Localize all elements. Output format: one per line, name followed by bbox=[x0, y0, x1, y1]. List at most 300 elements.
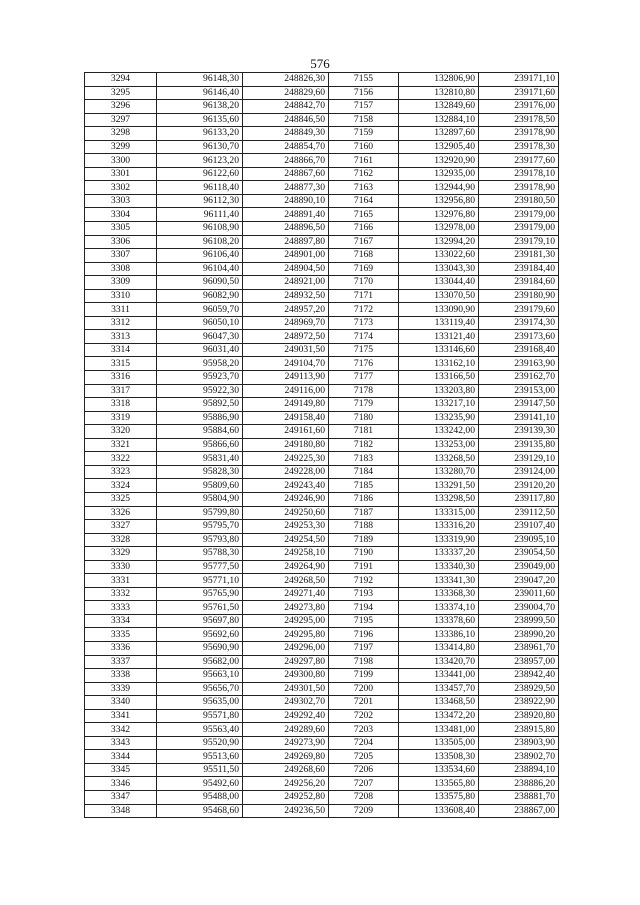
point-number-right-cell: 7160 bbox=[329, 140, 399, 154]
point-number-right-cell: 7199 bbox=[329, 669, 399, 683]
point-number-right-cell: 7202 bbox=[329, 709, 399, 723]
x-coordinate-right-cell: 132920,90 bbox=[399, 154, 479, 168]
x-coordinate-left-cell: 95884,60 bbox=[157, 425, 243, 439]
point-number-right-cell: 7186 bbox=[329, 492, 399, 506]
table-row bbox=[85, 709, 559, 723]
table-row bbox=[85, 736, 559, 750]
point-number-left-cell: 3300 bbox=[85, 154, 157, 168]
x-coordinate-left-cell: 95682,00 bbox=[157, 655, 243, 669]
y-coordinate-right-cell: 238902,70 bbox=[479, 750, 559, 764]
table-row bbox=[85, 696, 559, 710]
point-number-right-cell: 7207 bbox=[329, 777, 399, 791]
x-coordinate-right-cell: 133468,50 bbox=[399, 696, 479, 710]
x-coordinate-right-cell: 133565,80 bbox=[399, 777, 479, 791]
point-number-left-cell: 3336 bbox=[85, 641, 157, 655]
point-number-left-cell: 3301 bbox=[85, 167, 157, 181]
point-number-left-cell: 3341 bbox=[85, 709, 157, 723]
x-coordinate-right-cell: 133368,30 bbox=[399, 587, 479, 601]
x-coordinate-right-cell: 133575,80 bbox=[399, 790, 479, 804]
table-row bbox=[85, 154, 559, 168]
point-number-right-cell: 7169 bbox=[329, 262, 399, 276]
x-coordinate-left-cell: 96106,40 bbox=[157, 249, 243, 263]
y-coordinate-right-cell: 239178,90 bbox=[479, 181, 559, 195]
x-coordinate-left-cell: 96118,40 bbox=[157, 181, 243, 195]
point-number-left-cell: 3318 bbox=[85, 398, 157, 412]
x-coordinate-left-cell: 96123,20 bbox=[157, 154, 243, 168]
table-row bbox=[85, 452, 559, 466]
y-coordinate-right-cell: 239004,70 bbox=[479, 601, 559, 615]
x-coordinate-left-cell: 96122,60 bbox=[157, 167, 243, 181]
table-row bbox=[85, 587, 559, 601]
x-coordinate-right-cell: 132897,60 bbox=[399, 127, 479, 141]
x-coordinate-right-cell: 133608,40 bbox=[399, 804, 479, 818]
table-body bbox=[85, 73, 559, 818]
point-number-right-cell: 7191 bbox=[329, 560, 399, 574]
x-coordinate-left-cell: 96130,70 bbox=[157, 140, 243, 154]
x-coordinate-left-cell: 96090,50 bbox=[157, 276, 243, 290]
point-number-left-cell: 3319 bbox=[85, 411, 157, 425]
point-number-right-cell: 7158 bbox=[329, 113, 399, 127]
y-coordinate-right-cell: 239178,50 bbox=[479, 113, 559, 127]
x-coordinate-right-cell: 133291,50 bbox=[399, 479, 479, 493]
x-coordinate-right-cell: 133441,00 bbox=[399, 669, 479, 683]
x-coordinate-right-cell: 133217,10 bbox=[399, 398, 479, 412]
point-number-left-cell: 3315 bbox=[85, 357, 157, 371]
y-coordinate-right-cell: 238961,70 bbox=[479, 641, 559, 655]
x-coordinate-right-cell: 132944,90 bbox=[399, 181, 479, 195]
x-coordinate-right-cell: 133386,10 bbox=[399, 628, 479, 642]
y-coordinate-left-cell: 249250,60 bbox=[243, 506, 329, 520]
table-row bbox=[85, 289, 559, 303]
x-coordinate-left-cell: 96138,20 bbox=[157, 100, 243, 114]
y-coordinate-left-cell: 249113,90 bbox=[243, 371, 329, 385]
point-number-left-cell: 3342 bbox=[85, 723, 157, 737]
x-coordinate-right-cell: 133340,30 bbox=[399, 560, 479, 574]
point-number-left-cell: 3343 bbox=[85, 736, 157, 750]
x-coordinate-left-cell: 95761,50 bbox=[157, 601, 243, 615]
point-number-right-cell: 7172 bbox=[329, 303, 399, 317]
x-coordinate-right-cell: 133534,60 bbox=[399, 763, 479, 777]
y-coordinate-left-cell: 248842,70 bbox=[243, 100, 329, 114]
point-number-left-cell: 3308 bbox=[85, 262, 157, 276]
point-number-right-cell: 7198 bbox=[329, 655, 399, 669]
x-coordinate-left-cell: 95777,50 bbox=[157, 560, 243, 574]
point-number-left-cell: 3321 bbox=[85, 438, 157, 452]
x-coordinate-right-cell: 133070,50 bbox=[399, 289, 479, 303]
point-number-left-cell: 3311 bbox=[85, 303, 157, 317]
x-coordinate-left-cell: 95663,10 bbox=[157, 669, 243, 683]
table-row bbox=[85, 371, 559, 385]
point-number-left-cell: 3316 bbox=[85, 371, 157, 385]
point-number-left-cell: 3304 bbox=[85, 208, 157, 222]
x-coordinate-right-cell: 133235,90 bbox=[399, 411, 479, 425]
x-coordinate-right-cell: 133203,80 bbox=[399, 384, 479, 398]
point-number-left-cell: 3306 bbox=[85, 235, 157, 249]
table-row bbox=[85, 790, 559, 804]
x-coordinate-left-cell: 95697,80 bbox=[157, 614, 243, 628]
y-coordinate-right-cell: 239171,10 bbox=[479, 73, 559, 87]
y-coordinate-right-cell: 239177,60 bbox=[479, 154, 559, 168]
x-coordinate-right-cell: 133319,90 bbox=[399, 533, 479, 547]
x-coordinate-left-cell: 95866,60 bbox=[157, 438, 243, 452]
x-coordinate-left-cell: 96059,70 bbox=[157, 303, 243, 317]
y-coordinate-left-cell: 249258,10 bbox=[243, 547, 329, 561]
y-coordinate-left-cell: 249252,80 bbox=[243, 790, 329, 804]
y-coordinate-left-cell: 249300,80 bbox=[243, 669, 329, 683]
y-coordinate-left-cell: 249292,40 bbox=[243, 709, 329, 723]
x-coordinate-left-cell: 95788,30 bbox=[157, 547, 243, 561]
table-row bbox=[85, 222, 559, 236]
table-row bbox=[85, 343, 559, 357]
y-coordinate-right-cell: 239095,10 bbox=[479, 533, 559, 547]
point-number-right-cell: 7181 bbox=[329, 425, 399, 439]
y-coordinate-right-cell: 239179,10 bbox=[479, 235, 559, 249]
point-number-right-cell: 7197 bbox=[329, 641, 399, 655]
point-number-left-cell: 3346 bbox=[85, 777, 157, 791]
point-number-right-cell: 7193 bbox=[329, 587, 399, 601]
y-coordinate-left-cell: 249301,50 bbox=[243, 682, 329, 696]
table-row bbox=[85, 492, 559, 506]
x-coordinate-left-cell: 95886,90 bbox=[157, 411, 243, 425]
point-number-right-cell: 7183 bbox=[329, 452, 399, 466]
point-number-right-cell: 7167 bbox=[329, 235, 399, 249]
table-row bbox=[85, 303, 559, 317]
y-coordinate-left-cell: 249264,90 bbox=[243, 560, 329, 574]
y-coordinate-right-cell: 239178,10 bbox=[479, 167, 559, 181]
y-coordinate-right-cell: 238867,00 bbox=[479, 804, 559, 818]
x-coordinate-right-cell: 133146,60 bbox=[399, 343, 479, 357]
point-number-left-cell: 3302 bbox=[85, 181, 157, 195]
table-row bbox=[85, 411, 559, 425]
point-number-right-cell: 7155 bbox=[329, 73, 399, 87]
y-coordinate-left-cell: 248890,10 bbox=[243, 194, 329, 208]
x-coordinate-left-cell: 96031,40 bbox=[157, 343, 243, 357]
y-coordinate-left-cell: 248826,30 bbox=[243, 73, 329, 87]
x-coordinate-left-cell: 96047,30 bbox=[157, 330, 243, 344]
y-coordinate-right-cell: 239117,80 bbox=[479, 492, 559, 506]
y-coordinate-right-cell: 238929,50 bbox=[479, 682, 559, 696]
y-coordinate-left-cell: 248904,50 bbox=[243, 262, 329, 276]
point-number-right-cell: 7177 bbox=[329, 371, 399, 385]
point-number-left-cell: 3328 bbox=[85, 533, 157, 547]
point-number-right-cell: 7174 bbox=[329, 330, 399, 344]
table-row bbox=[85, 479, 559, 493]
point-number-right-cell: 7170 bbox=[329, 276, 399, 290]
x-coordinate-left-cell: 95571,80 bbox=[157, 709, 243, 723]
x-coordinate-left-cell: 96135,60 bbox=[157, 113, 243, 127]
table-row bbox=[85, 465, 559, 479]
y-coordinate-left-cell: 249225,30 bbox=[243, 452, 329, 466]
table-row bbox=[85, 425, 559, 439]
x-coordinate-right-cell: 133508,30 bbox=[399, 750, 479, 764]
x-coordinate-left-cell: 96112,30 bbox=[157, 194, 243, 208]
y-coordinate-right-cell: 239162,70 bbox=[479, 371, 559, 385]
table-row bbox=[85, 520, 559, 534]
x-coordinate-left-cell: 95690,90 bbox=[157, 641, 243, 655]
y-coordinate-right-cell: 239178,90 bbox=[479, 127, 559, 141]
y-coordinate-right-cell: 239135,80 bbox=[479, 438, 559, 452]
y-coordinate-left-cell: 249296,00 bbox=[243, 641, 329, 655]
x-coordinate-right-cell: 133166,50 bbox=[399, 371, 479, 385]
point-number-left-cell: 3330 bbox=[85, 560, 157, 574]
table-row bbox=[85, 750, 559, 764]
y-coordinate-right-cell: 239179,00 bbox=[479, 222, 559, 236]
x-coordinate-left-cell: 95809,60 bbox=[157, 479, 243, 493]
y-coordinate-right-cell: 239174,30 bbox=[479, 316, 559, 330]
y-coordinate-left-cell: 248866,70 bbox=[243, 154, 329, 168]
point-number-left-cell: 3326 bbox=[85, 506, 157, 520]
y-coordinate-left-cell: 249158,40 bbox=[243, 411, 329, 425]
table-row bbox=[85, 127, 559, 141]
y-coordinate-left-cell: 249289,60 bbox=[243, 723, 329, 737]
y-coordinate-right-cell: 239181,30 bbox=[479, 249, 559, 263]
y-coordinate-left-cell: 249116,00 bbox=[243, 384, 329, 398]
table-row bbox=[85, 113, 559, 127]
x-coordinate-right-cell: 133044,40 bbox=[399, 276, 479, 290]
table-row bbox=[85, 574, 559, 588]
point-number-right-cell: 7157 bbox=[329, 100, 399, 114]
y-coordinate-right-cell: 239173,60 bbox=[479, 330, 559, 344]
x-coordinate-right-cell: 133121,40 bbox=[399, 330, 479, 344]
x-coordinate-right-cell: 133162,10 bbox=[399, 357, 479, 371]
point-number-left-cell: 3305 bbox=[85, 222, 157, 236]
point-number-right-cell: 7161 bbox=[329, 154, 399, 168]
point-number-right-cell: 7188 bbox=[329, 520, 399, 534]
point-number-right-cell: 7163 bbox=[329, 181, 399, 195]
y-coordinate-right-cell: 239120,20 bbox=[479, 479, 559, 493]
table-row bbox=[85, 628, 559, 642]
point-number-left-cell: 3296 bbox=[85, 100, 157, 114]
y-coordinate-left-cell: 249236,50 bbox=[243, 804, 329, 818]
y-coordinate-right-cell: 238920,80 bbox=[479, 709, 559, 723]
table-row bbox=[85, 398, 559, 412]
point-number-left-cell: 3337 bbox=[85, 655, 157, 669]
point-number-left-cell: 3299 bbox=[85, 140, 157, 154]
x-coordinate-left-cell: 95795,70 bbox=[157, 520, 243, 534]
x-coordinate-right-cell: 133253,00 bbox=[399, 438, 479, 452]
point-number-right-cell: 7196 bbox=[329, 628, 399, 642]
y-coordinate-left-cell: 248867,60 bbox=[243, 167, 329, 181]
point-number-right-cell: 7179 bbox=[329, 398, 399, 412]
point-number-left-cell: 3329 bbox=[85, 547, 157, 561]
y-coordinate-right-cell: 238999,50 bbox=[479, 614, 559, 628]
y-coordinate-left-cell: 249246,90 bbox=[243, 492, 329, 506]
table-row bbox=[85, 655, 559, 669]
x-coordinate-left-cell: 95793,80 bbox=[157, 533, 243, 547]
x-coordinate-left-cell: 95520,90 bbox=[157, 736, 243, 750]
point-number-right-cell: 7182 bbox=[329, 438, 399, 452]
point-number-right-cell: 7156 bbox=[329, 86, 399, 100]
y-coordinate-left-cell: 248957,20 bbox=[243, 303, 329, 317]
point-number-left-cell: 3294 bbox=[85, 73, 157, 87]
table-row bbox=[85, 723, 559, 737]
point-number-left-cell: 3331 bbox=[85, 574, 157, 588]
table-row bbox=[85, 140, 559, 154]
y-coordinate-left-cell: 248854,70 bbox=[243, 140, 329, 154]
y-coordinate-right-cell: 239047,20 bbox=[479, 574, 559, 588]
x-coordinate-left-cell: 95923,70 bbox=[157, 371, 243, 385]
point-number-right-cell: 7206 bbox=[329, 763, 399, 777]
coordinates-table bbox=[84, 72, 559, 818]
x-coordinate-left-cell: 96082,90 bbox=[157, 289, 243, 303]
y-coordinate-right-cell: 239179,60 bbox=[479, 303, 559, 317]
y-coordinate-right-cell: 238990,20 bbox=[479, 628, 559, 642]
x-coordinate-right-cell: 133242,00 bbox=[399, 425, 479, 439]
y-coordinate-right-cell: 239176,00 bbox=[479, 100, 559, 114]
x-coordinate-left-cell: 95958,20 bbox=[157, 357, 243, 371]
x-coordinate-left-cell: 95771,10 bbox=[157, 574, 243, 588]
point-number-left-cell: 3327 bbox=[85, 520, 157, 534]
y-coordinate-left-cell: 249268,60 bbox=[243, 763, 329, 777]
table-row bbox=[85, 763, 559, 777]
y-coordinate-right-cell: 239129,10 bbox=[479, 452, 559, 466]
table-row bbox=[85, 384, 559, 398]
x-coordinate-left-cell: 95488,00 bbox=[157, 790, 243, 804]
y-coordinate-right-cell: 238915,80 bbox=[479, 723, 559, 737]
y-coordinate-left-cell: 249295,00 bbox=[243, 614, 329, 628]
y-coordinate-left-cell: 249149,80 bbox=[243, 398, 329, 412]
point-number-right-cell: 7175 bbox=[329, 343, 399, 357]
y-coordinate-left-cell: 248932,50 bbox=[243, 289, 329, 303]
x-coordinate-left-cell: 95513,60 bbox=[157, 750, 243, 764]
y-coordinate-right-cell: 239112,50 bbox=[479, 506, 559, 520]
y-coordinate-right-cell: 239141,10 bbox=[479, 411, 559, 425]
y-coordinate-right-cell: 238903,90 bbox=[479, 736, 559, 750]
point-number-left-cell: 3297 bbox=[85, 113, 157, 127]
table-row bbox=[85, 438, 559, 452]
y-coordinate-left-cell: 249295,80 bbox=[243, 628, 329, 642]
x-coordinate-right-cell: 132884,10 bbox=[399, 113, 479, 127]
y-coordinate-left-cell: 248891,40 bbox=[243, 208, 329, 222]
table-row bbox=[85, 181, 559, 195]
point-number-left-cell: 3332 bbox=[85, 587, 157, 601]
y-coordinate-left-cell: 248897,80 bbox=[243, 235, 329, 249]
table-row bbox=[85, 682, 559, 696]
x-coordinate-right-cell: 133316,20 bbox=[399, 520, 479, 534]
x-coordinate-right-cell: 133505,00 bbox=[399, 736, 479, 750]
point-number-right-cell: 7180 bbox=[329, 411, 399, 425]
table-row bbox=[85, 547, 559, 561]
point-number-left-cell: 3338 bbox=[85, 669, 157, 683]
x-coordinate-right-cell: 132935,00 bbox=[399, 167, 479, 181]
y-coordinate-right-cell: 239171,60 bbox=[479, 86, 559, 100]
x-coordinate-right-cell: 133457,70 bbox=[399, 682, 479, 696]
y-coordinate-left-cell: 248901,00 bbox=[243, 249, 329, 263]
x-coordinate-left-cell: 96108,90 bbox=[157, 222, 243, 236]
x-coordinate-left-cell: 95563,40 bbox=[157, 723, 243, 737]
point-number-left-cell: 3335 bbox=[85, 628, 157, 642]
y-coordinate-right-cell: 239180,90 bbox=[479, 289, 559, 303]
table-row bbox=[85, 506, 559, 520]
point-number-left-cell: 3317 bbox=[85, 384, 157, 398]
y-coordinate-left-cell: 248849,30 bbox=[243, 127, 329, 141]
x-coordinate-left-cell: 95922,30 bbox=[157, 384, 243, 398]
y-coordinate-left-cell: 249269,80 bbox=[243, 750, 329, 764]
x-coordinate-right-cell: 133268,50 bbox=[399, 452, 479, 466]
table-row bbox=[85, 777, 559, 791]
y-coordinate-right-cell: 239124,00 bbox=[479, 465, 559, 479]
y-coordinate-left-cell: 248846,50 bbox=[243, 113, 329, 127]
y-coordinate-right-cell: 239163,90 bbox=[479, 357, 559, 371]
y-coordinate-right-cell: 239107,40 bbox=[479, 520, 559, 534]
point-number-left-cell: 3334 bbox=[85, 614, 157, 628]
point-number-left-cell: 3303 bbox=[85, 194, 157, 208]
y-coordinate-right-cell: 239178,30 bbox=[479, 140, 559, 154]
table-row bbox=[85, 669, 559, 683]
x-coordinate-right-cell: 133374,10 bbox=[399, 601, 479, 615]
point-number-right-cell: 7171 bbox=[329, 289, 399, 303]
x-coordinate-right-cell: 132978,00 bbox=[399, 222, 479, 236]
point-number-left-cell: 3320 bbox=[85, 425, 157, 439]
x-coordinate-left-cell: 95765,90 bbox=[157, 587, 243, 601]
point-number-left-cell: 3313 bbox=[85, 330, 157, 344]
y-coordinate-left-cell: 249271,40 bbox=[243, 587, 329, 601]
y-coordinate-left-cell: 249273,80 bbox=[243, 601, 329, 615]
y-coordinate-left-cell: 248921,00 bbox=[243, 276, 329, 290]
y-coordinate-left-cell: 248972,50 bbox=[243, 330, 329, 344]
y-coordinate-right-cell: 239153,00 bbox=[479, 384, 559, 398]
point-number-right-cell: 7187 bbox=[329, 506, 399, 520]
x-coordinate-left-cell: 95828,30 bbox=[157, 465, 243, 479]
x-coordinate-right-cell: 132956,80 bbox=[399, 194, 479, 208]
x-coordinate-right-cell: 133280,70 bbox=[399, 465, 479, 479]
y-coordinate-left-cell: 249253,30 bbox=[243, 520, 329, 534]
point-number-left-cell: 3325 bbox=[85, 492, 157, 506]
table-row bbox=[85, 276, 559, 290]
y-coordinate-left-cell: 248877,30 bbox=[243, 181, 329, 195]
point-number-right-cell: 7192 bbox=[329, 574, 399, 588]
x-coordinate-left-cell: 96050,10 bbox=[157, 316, 243, 330]
x-coordinate-left-cell: 96108,20 bbox=[157, 235, 243, 249]
point-number-left-cell: 3348 bbox=[85, 804, 157, 818]
x-coordinate-left-cell: 96146,40 bbox=[157, 86, 243, 100]
table-row bbox=[85, 533, 559, 547]
y-coordinate-left-cell: 249104,70 bbox=[243, 357, 329, 371]
point-number-right-cell: 7208 bbox=[329, 790, 399, 804]
table-row bbox=[85, 262, 559, 276]
point-number-left-cell: 3345 bbox=[85, 763, 157, 777]
point-number-right-cell: 7204 bbox=[329, 736, 399, 750]
y-coordinate-left-cell: 248829,60 bbox=[243, 86, 329, 100]
point-number-right-cell: 7184 bbox=[329, 465, 399, 479]
x-coordinate-left-cell: 95831,40 bbox=[157, 452, 243, 466]
point-number-left-cell: 3314 bbox=[85, 343, 157, 357]
point-number-left-cell: 3307 bbox=[85, 249, 157, 263]
y-coordinate-left-cell: 249256,20 bbox=[243, 777, 329, 791]
y-coordinate-right-cell: 239049,00 bbox=[479, 560, 559, 574]
point-number-left-cell: 3310 bbox=[85, 289, 157, 303]
y-coordinate-right-cell: 239184,40 bbox=[479, 262, 559, 276]
x-coordinate-right-cell: 133472,20 bbox=[399, 709, 479, 723]
point-number-right-cell: 7185 bbox=[329, 479, 399, 493]
x-coordinate-right-cell: 133420,70 bbox=[399, 655, 479, 669]
y-coordinate-left-cell: 249228,00 bbox=[243, 465, 329, 479]
y-coordinate-right-cell: 238957,00 bbox=[479, 655, 559, 669]
point-number-right-cell: 7173 bbox=[329, 316, 399, 330]
x-coordinate-right-cell: 132806,90 bbox=[399, 73, 479, 87]
y-coordinate-left-cell: 249273,90 bbox=[243, 736, 329, 750]
y-coordinate-left-cell: 249297,80 bbox=[243, 655, 329, 669]
table-row bbox=[85, 194, 559, 208]
x-coordinate-left-cell: 95511,50 bbox=[157, 763, 243, 777]
y-coordinate-left-cell: 249268,50 bbox=[243, 574, 329, 588]
x-coordinate-right-cell: 133298,50 bbox=[399, 492, 479, 506]
point-number-left-cell: 3322 bbox=[85, 452, 157, 466]
table-row bbox=[85, 804, 559, 818]
x-coordinate-left-cell: 95656,70 bbox=[157, 682, 243, 696]
y-coordinate-left-cell: 249180,80 bbox=[243, 438, 329, 452]
x-coordinate-left-cell: 95799,80 bbox=[157, 506, 243, 520]
